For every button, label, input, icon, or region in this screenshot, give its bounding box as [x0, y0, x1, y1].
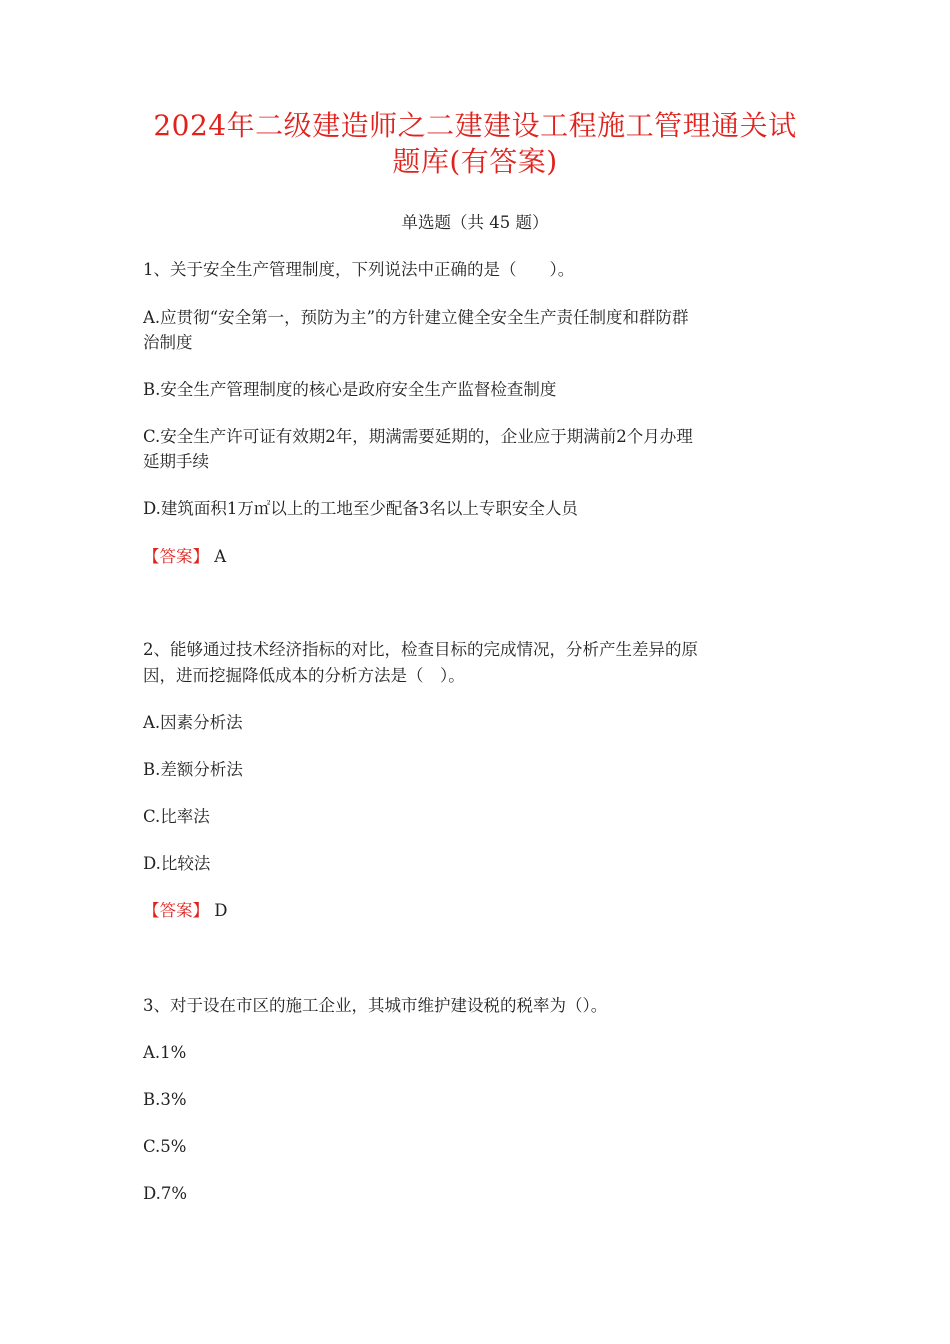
title-line-1: 2024年二级建造师之二建建设工程施工管理通关试 [153, 109, 797, 142]
question-2-option-c: C.比率法 [143, 807, 210, 826]
answer-value: D [214, 901, 228, 920]
question-3-option-c: C.5% [143, 1137, 187, 1156]
question-1-stem: 1、关于安全生产管理制度，下列说法中正确的是（ ）。 [143, 260, 575, 279]
question-3-stem: 3、对于设在市区的施工企业，其城市维护建设税的税率为（）。 [143, 996, 608, 1015]
question-1-option-a-line-2: 治制度 [143, 333, 193, 352]
question-3-option-d: D.7% [143, 1184, 188, 1203]
question-1-option-d: D.建筑面积1万㎡以上的工地至少配备3名以上专职安全人员 [143, 499, 578, 518]
answer-value: A [214, 547, 227, 566]
question-3-option-a: A.1% [143, 1043, 187, 1062]
question-2-stem-line-1: 2、能够通过技术经济指标的对比，检查目标的完成情况，分析产生差异的原 [143, 640, 698, 659]
question-1-option-a-line-1: A.应贯彻“安全第一，预防为主”的方针建立健全安全生产责任制度和群防群 [143, 308, 689, 327]
question-1-option-c-line-2: 延期手续 [143, 452, 209, 471]
question-1-option-c-line-1: C.安全生产许可证有效期2年，期满需要延期的，企业应于期满前2个月办理 [143, 427, 693, 446]
question-2-stem-line-2: 因，进而挖掘降低成本的分析方法是（ ）。 [143, 666, 465, 685]
question-2-option-b: B.差额分析法 [143, 760, 243, 779]
title-line-2: 题库(有答案) [392, 145, 558, 178]
answer-label: 【答案】 [143, 547, 209, 566]
question-2-answer [143, 899, 808, 923]
question-2-option-a: A.因素分析法 [143, 713, 243, 732]
question-1-answer [143, 545, 808, 569]
section-heading: 单选题（共 45 题） [401, 213, 549, 232]
document-title [120, 108, 830, 180]
answer-label: 【答案】 [143, 901, 209, 920]
question-3-option-b: B.3% [143, 1090, 187, 1109]
question-2-option-d: D.比较法 [143, 854, 211, 873]
question-1-option-b: B.安全生产管理制度的核心是政府安全生产监督检查制度 [143, 380, 557, 399]
